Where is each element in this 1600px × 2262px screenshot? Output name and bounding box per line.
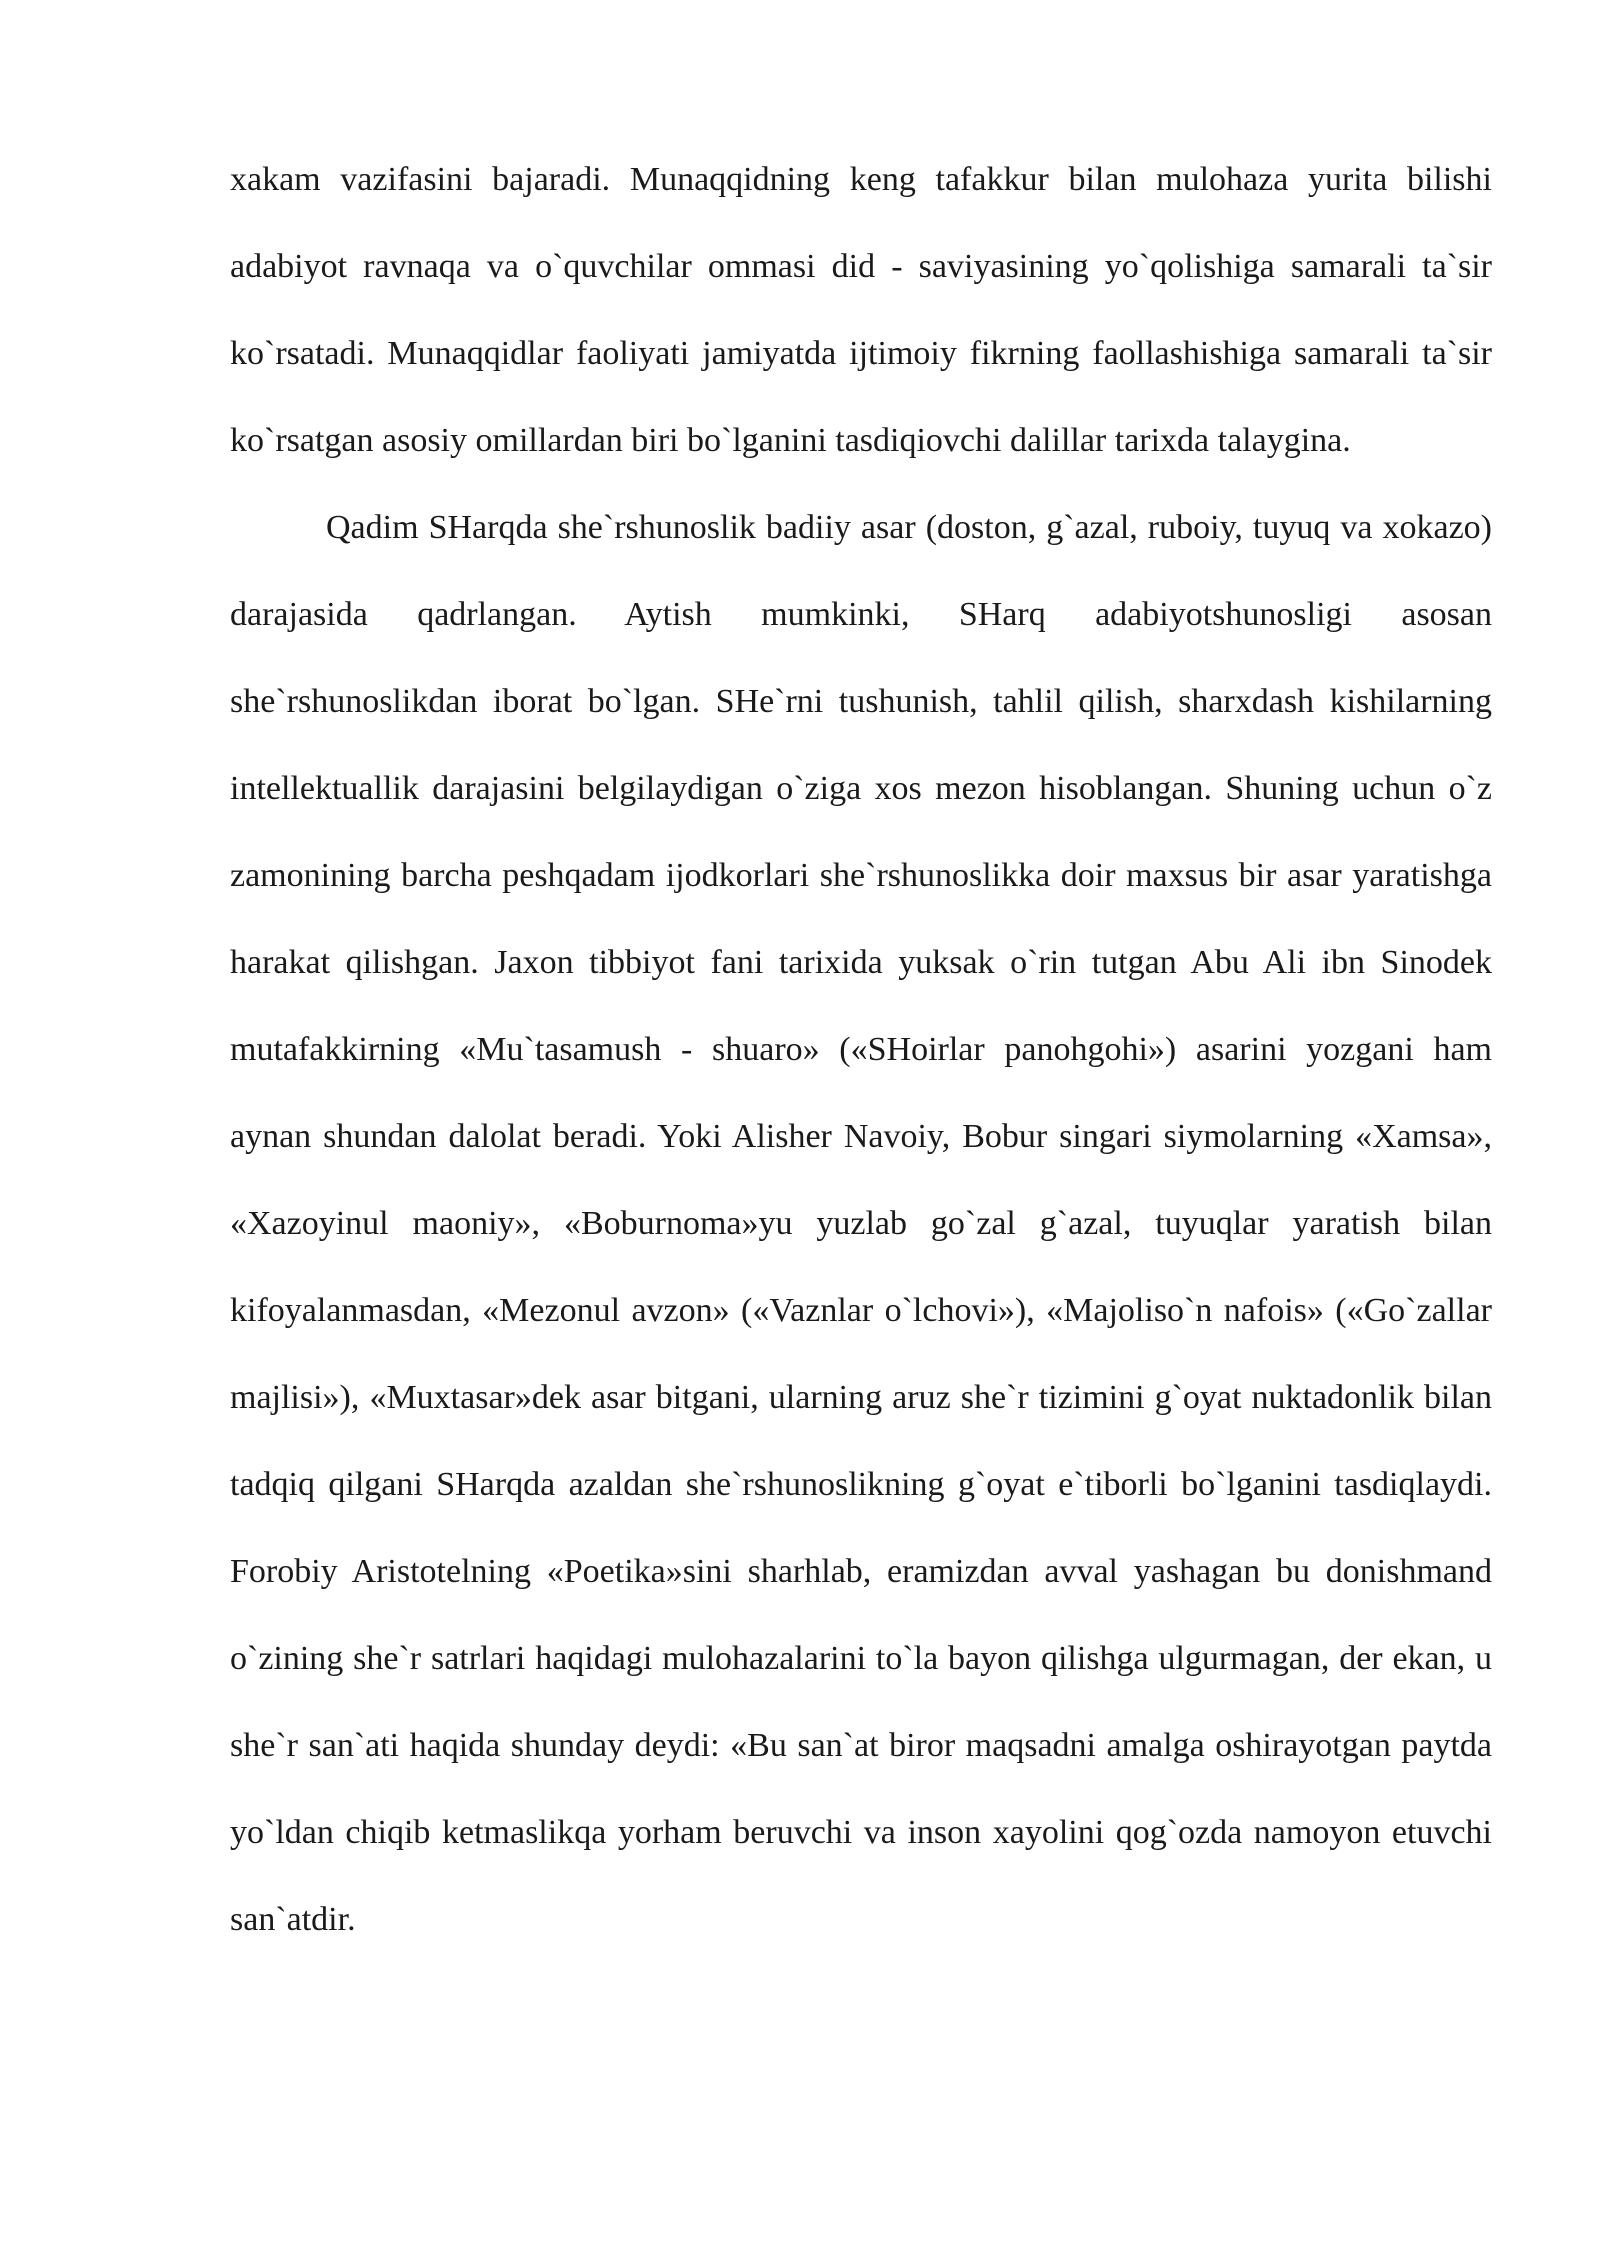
- body-paragraph-1: xakam vazifasini bajaradi. Munaqqidning keng tafakkur bilan mulohaza yurita bilishi adabiyot ravnaqa va o`quvchilar ommasi did - saviyasining yo`qolishiga samarali ta`sir ko`rsatadi. Munaqqidlar faoliyati jamiyatda ijtimoiy fikrning faollashishiga samarali ta`sir ko`rsatgan asosiy omillardan biri bo`lganini tasdiqiovchi dalillar tarixda talaygina.: [230, 161, 1492, 459]
- body-paragraph-2: Qadim SHarqda she`rshunoslik badiiy asar (doston, g`azal, ruboiy, tuyuq va xokazo) darajasida qadrlangan. Aytish mumkinki, SHarq adabiyotshunosligi asosan she`rshunoslikdan iborat bo`lgan. SHe`rni tushunish, tahlil qilish, sharxdash kishilarning intellektuallik darajasini belgilaydigan o`ziga xos mezon hisoblangan. Shuning uchun o`z zamonining barcha peshqadam ijodkorlari she`rshunoslikka doir maxsus bir asar yaratishga harakat qilishgan. Jaxon tibbiyot fani tarixida yuksak o`rin tutgan Abu Ali ibn Sinodek mutafakkirning «Mu`tasamush - shuaro» («SHoirlar panohgohi») asarini yozgani ham aynan shundan dalolat beradi. Yoki Alisher Navoiy, Bobur singari siymolarning «Xamsa», «Xazoyinul maoniy», «Boburnoma»yu yuzlab go`zal g`azal, tuyuqlar yaratish bilan kifoyalanmasdan, «Mezonul avzon» («Vaznlar o`lchovi»), «Majoliso`n nafois» («Go`zallar majlisi»), «Muxtasar»dek asar bitgani, ularning aruz she`r tizimini g`oyat nuktadonlik bilan tadqiq qilgani SHarqda azaldan she`rshunoslikning g`oyat e`tiborli bo`lganini tasdiqlaydi. Forobiy Aristotelning «Poetika»sini sharhlab, eramizdan avval yashagan bu donishmand o`zining she`r satrlari haqidagi mulohazalarini to`la bayon qilishga ulgurmagan, der ekan, u she`r san`ati haqida shunday deydi: «Bu san`at biror maqsadni amalga oshirayotgan paytda yo`ldan chiqib ketmaslikqa yorham beruvchi va inson xayolini qog`ozda namoyon etuvchi san`atdir.: [230, 509, 1492, 1938]
- document-page: [230, 136, 1492, 1963]
